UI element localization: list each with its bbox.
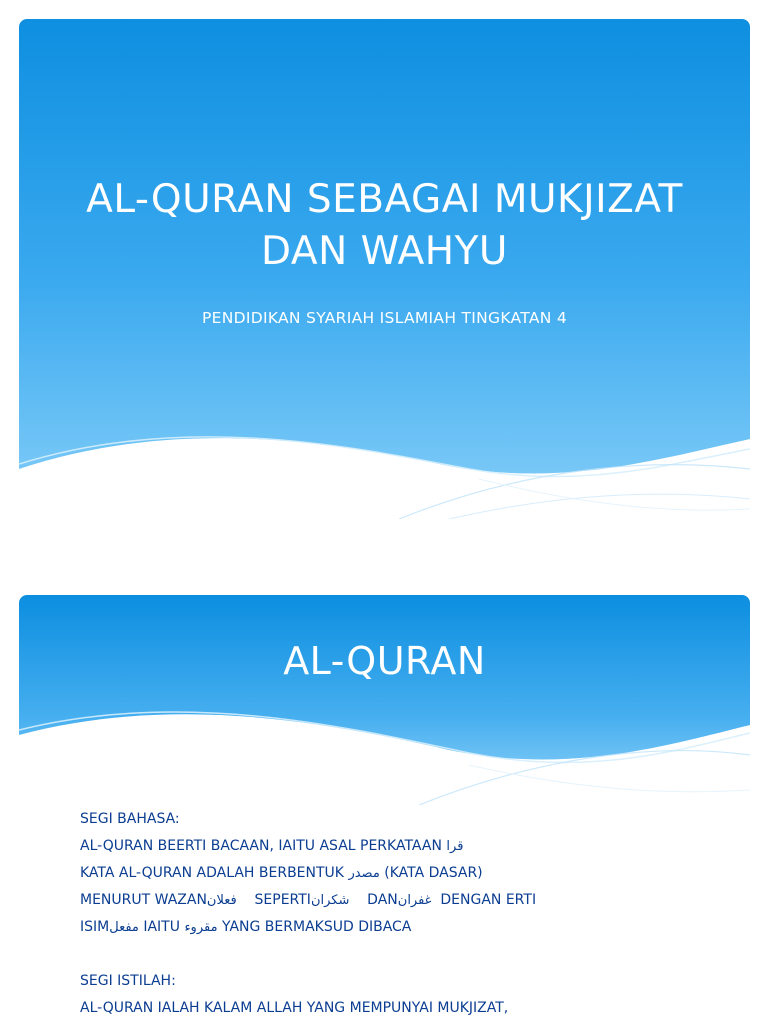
title-slide <box>19 19 750 519</box>
text-segment: DENGAN ERTI <box>435 892 537 908</box>
text-line <box>80 914 740 941</box>
text-line <box>80 887 740 914</box>
slide-body-text <box>80 806 740 1022</box>
slide-title: AL-QURAN <box>283 639 486 683</box>
arabic-word: غفران <box>397 893 432 908</box>
text-segment: IAITU <box>138 919 185 935</box>
arabic-word: قرا <box>446 839 464 854</box>
text-segment: AL-QURAN BEERTI BACAAN, IAITU ASAL PERKATAAN <box>80 838 447 854</box>
text-segment: KATA AL-QURAN ADALAH BERBENTUK <box>80 865 349 881</box>
arabic-word: مصدر <box>348 866 380 881</box>
arabic-word: مفعل <box>109 920 139 935</box>
text-line <box>80 860 740 887</box>
presentation-title <box>19 174 750 278</box>
wave-decoration <box>19 695 750 805</box>
arabic-word: شكران <box>310 893 350 908</box>
title-line-2: DAN WAHYU <box>261 229 508 274</box>
text-segment: SEPERTI <box>250 892 311 908</box>
text-segment: ISIM <box>80 919 110 935</box>
wave-decoration <box>19 419 750 519</box>
arabic-word: فعلان <box>206 893 237 908</box>
text-line: AL-QURAN IALAH KALAM ALLAH YANG MEMPUNYAI MUKJIZAT, <box>80 1000 509 1016</box>
bahasa-heading: SEGI BAHASA: <box>80 811 180 827</box>
spacer <box>80 941 740 968</box>
text-segment: (KATA DASAR) <box>379 865 483 881</box>
text-line <box>80 833 740 860</box>
text-segment: MENURUT WAZAN <box>80 892 207 908</box>
arabic-word: مقروء <box>184 920 218 935</box>
text-segment: DAN <box>362 892 398 908</box>
presentation-subtitle: PENDIDIKAN SYARIAH ISLAMIAH TINGKATAN 4 <box>201 309 568 327</box>
title-line-1: AL-QURAN SEBAGAI MUKJIZAT <box>86 177 683 222</box>
istilah-heading: SEGI ISTILAH: <box>80 973 176 989</box>
text-segment: YANG BERMAKSUD DIBACA <box>217 919 412 935</box>
